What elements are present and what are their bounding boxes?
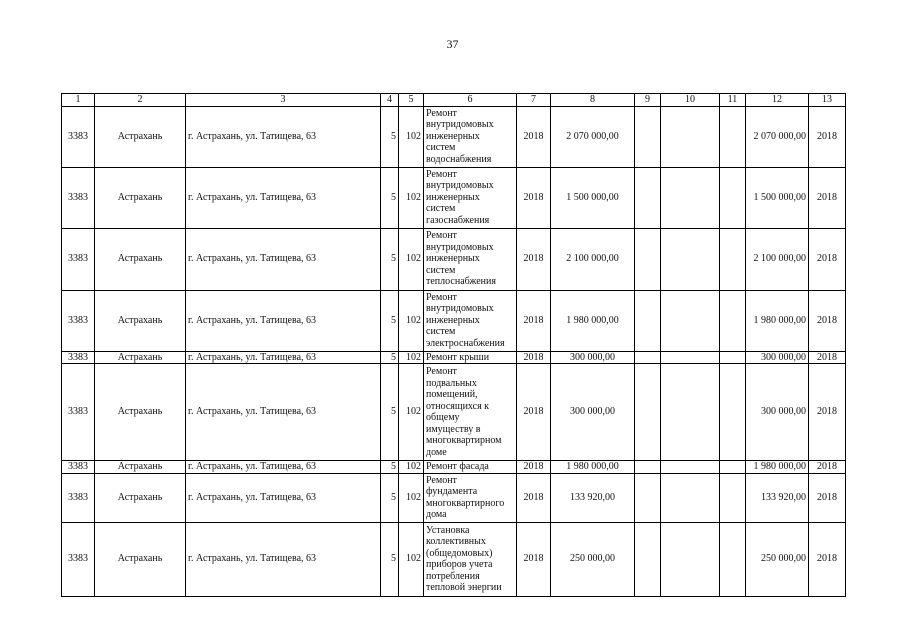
total-cell: 1 980 000,00 <box>746 290 809 351</box>
year-cell: 2018 <box>517 364 551 461</box>
col10-cell <box>661 106 720 167</box>
row-number-cell: 3383 <box>62 228 95 290</box>
city-cell: Астрахань <box>95 461 186 474</box>
col9-cell <box>635 522 661 596</box>
col9-cell <box>635 106 661 167</box>
table-row <box>62 106 846 167</box>
table-row <box>62 522 846 596</box>
col4-cell: 5 <box>381 473 399 522</box>
work-type-line: систем <box>426 326 456 338</box>
work-type-line: Ремонт <box>426 474 457 486</box>
col9-cell <box>635 461 661 474</box>
row-number-cell: 3383 <box>62 351 95 364</box>
col9-cell <box>635 364 661 461</box>
cost-cell: 2 100 000,00 <box>551 228 635 290</box>
col10-cell <box>661 364 720 461</box>
col5-cell: 102 <box>399 167 424 228</box>
column-header: 2 <box>95 94 186 107</box>
work-type-line: дома <box>426 509 447 520</box>
col11-cell <box>720 461 746 474</box>
col4-cell: 5 <box>381 364 399 461</box>
repair-schedule-table <box>61 93 846 597</box>
city-cell: Астрахань <box>95 364 186 461</box>
col11-cell <box>720 167 746 228</box>
work-type-line: инженерных <box>426 253 480 265</box>
col10-cell <box>661 351 720 364</box>
city-cell: Астрахань <box>95 290 186 351</box>
year-end-cell: 2018 <box>809 167 846 228</box>
column-header: 13 <box>809 94 846 107</box>
year-cell: 2018 <box>517 461 551 474</box>
col5-cell: 102 <box>399 290 424 351</box>
year-cell: 2018 <box>517 351 551 364</box>
work-type-line: доме <box>426 446 447 458</box>
col4-cell: 5 <box>381 351 399 364</box>
table-row <box>62 167 846 228</box>
work-type-cell <box>424 351 517 364</box>
col9-cell <box>635 473 661 522</box>
cost-cell: 300 000,00 <box>551 364 635 461</box>
work-type-line: фундамента <box>426 486 478 497</box>
column-header: 6 <box>424 94 517 107</box>
col5-cell: 102 <box>399 461 424 474</box>
year-cell: 2018 <box>517 473 551 522</box>
column-header: 9 <box>635 94 661 107</box>
row-number-cell: 3383 <box>62 461 95 474</box>
col10-cell <box>661 522 720 596</box>
city-cell: Астрахань <box>95 351 186 364</box>
year-end-cell: 2018 <box>809 106 846 167</box>
address-cell: г. Астрахань, ул. Татищева, 63 <box>186 290 381 351</box>
work-type-line: многоквартирного <box>426 497 505 509</box>
total-cell: 300 000,00 <box>746 364 809 461</box>
col10-cell <box>661 461 720 474</box>
work-type-line: подвальных <box>426 377 477 389</box>
work-type-line: потребления <box>426 570 480 582</box>
col5-cell: 102 <box>399 228 424 290</box>
cost-cell: 1 500 000,00 <box>551 167 635 228</box>
year-cell: 2018 <box>517 290 551 351</box>
column-header: 7 <box>517 94 551 107</box>
work-type-line: многоквартирном <box>426 435 502 446</box>
col11-cell <box>720 364 746 461</box>
col11-cell <box>720 228 746 290</box>
work-type-line: систем <box>426 203 456 215</box>
row-number-cell: 3383 <box>62 473 95 522</box>
work-type-cell <box>424 167 517 228</box>
city-cell: Астрахань <box>95 228 186 290</box>
col11-cell <box>720 522 746 596</box>
year-end-cell: 2018 <box>809 351 846 364</box>
row-number-cell: 3383 <box>62 290 95 351</box>
work-type-cell <box>424 522 517 596</box>
work-type-line: Ремонт <box>426 168 457 180</box>
col11-cell <box>720 290 746 351</box>
work-type-line: теплоснабжения <box>426 276 496 288</box>
city-cell: Астрахань <box>95 473 186 522</box>
year-end-cell: 2018 <box>809 228 846 290</box>
year-end-cell: 2018 <box>809 364 846 461</box>
work-type-line: Ремонт <box>426 291 457 303</box>
work-type-cell <box>424 290 517 351</box>
cost-cell: 1 980 000,00 <box>551 290 635 351</box>
work-type-line: Ремонт крыши <box>426 351 490 363</box>
cost-cell: 250 000,00 <box>551 522 635 596</box>
row-number-cell: 3383 <box>62 106 95 167</box>
work-type-line: внутридомовых <box>426 119 494 131</box>
city-cell: Астрахань <box>95 106 186 167</box>
work-type-line: систем <box>426 264 456 276</box>
year-end-cell: 2018 <box>809 461 846 474</box>
address-cell: г. Астрахань, ул. Татищева, 63 <box>186 473 381 522</box>
work-type-line: внутридомовых <box>426 180 494 192</box>
work-type-line: относящихся к <box>426 400 490 412</box>
address-cell: г. Астрахань, ул. Татищева, 63 <box>186 522 381 596</box>
work-type-line: тепловой энергии <box>426 582 502 593</box>
address-cell: г. Астрахань, ул. Татищева, 63 <box>186 461 381 474</box>
work-type-cell <box>424 473 517 522</box>
work-type-cell <box>424 106 517 167</box>
work-type-line: водоснабжения <box>426 153 492 165</box>
work-type-line: электроснабжения <box>426 337 505 349</box>
work-type-line: Ремонт фасада <box>426 461 489 472</box>
work-type-line: приборов учета <box>426 559 493 570</box>
total-cell: 1 980 000,00 <box>746 461 809 474</box>
total-cell: 250 000,00 <box>746 522 809 596</box>
work-type-line: систем <box>426 142 456 154</box>
address-cell: г. Астрахань, ул. Татищева, 63 <box>186 364 381 461</box>
work-type-cell <box>424 461 517 474</box>
total-cell: 2 100 000,00 <box>746 228 809 290</box>
col4-cell: 5 <box>381 228 399 290</box>
work-type-line: имуществу в <box>426 423 481 435</box>
column-header: 5 <box>399 94 424 107</box>
year-cell: 2018 <box>517 228 551 290</box>
work-type-line: Ремонт <box>426 366 457 377</box>
year-cell: 2018 <box>517 106 551 167</box>
total-cell: 1 500 000,00 <box>746 167 809 228</box>
cost-cell: 300 000,00 <box>551 351 635 364</box>
col10-cell <box>661 228 720 290</box>
col9-cell <box>635 167 661 228</box>
work-type-line: внутридомовых <box>426 303 494 315</box>
work-type-line: инженерных <box>426 130 480 142</box>
col10-cell <box>661 167 720 228</box>
work-type-line: общему <box>426 412 460 423</box>
row-number-cell: 3383 <box>62 364 95 461</box>
column-header: 4 <box>381 94 399 107</box>
col5-cell: 102 <box>399 106 424 167</box>
cost-cell: 133 920,00 <box>551 473 635 522</box>
column-header: 3 <box>186 94 381 107</box>
table-row <box>62 461 846 474</box>
total-cell: 2 070 000,00 <box>746 106 809 167</box>
work-type-line: газоснабжения <box>426 214 490 226</box>
work-type-line: Ремонт <box>426 107 457 119</box>
col10-cell <box>661 290 720 351</box>
work-type-cell <box>424 228 517 290</box>
col11-cell <box>720 106 746 167</box>
address-cell: г. Астрахань, ул. Татищева, 63 <box>186 106 381 167</box>
work-type-line: (общедомовых) <box>426 547 493 559</box>
page-number: 37 <box>446 37 459 51</box>
total-cell: 133 920,00 <box>746 473 809 522</box>
col4-cell: 5 <box>381 522 399 596</box>
city-cell: Астрахань <box>95 522 186 596</box>
work-type-line: внутридомовых <box>426 241 494 253</box>
column-header: 1 <box>62 94 95 107</box>
row-number-cell: 3383 <box>62 167 95 228</box>
col11-cell <box>720 351 746 364</box>
cost-cell: 1 980 000,00 <box>551 461 635 474</box>
work-type-line: инженерных <box>426 314 480 326</box>
work-type-line: Ремонт <box>426 230 457 242</box>
col4-cell: 5 <box>381 290 399 351</box>
city-cell: Астрахань <box>95 167 186 228</box>
column-header: 12 <box>746 94 809 107</box>
col9-cell <box>635 290 661 351</box>
address-cell: г. Астрахань, ул. Татищева, 63 <box>186 228 381 290</box>
address-cell: г. Астрахань, ул. Татищева, 63 <box>186 167 381 228</box>
table-row <box>62 290 846 351</box>
column-header: 10 <box>661 94 720 107</box>
year-end-cell: 2018 <box>809 522 846 596</box>
year-end-cell: 2018 <box>809 290 846 351</box>
column-header: 8 <box>551 94 635 107</box>
column-header: 11 <box>720 94 746 107</box>
work-type-line: Установка <box>426 524 470 536</box>
table-row <box>62 364 846 461</box>
work-type-line: коллективных <box>426 536 486 547</box>
col9-cell <box>635 228 661 290</box>
work-type-line: инженерных <box>426 191 480 203</box>
year-cell: 2018 <box>517 167 551 228</box>
year-end-cell: 2018 <box>809 473 846 522</box>
col9-cell <box>635 351 661 364</box>
row-number-cell: 3383 <box>62 522 95 596</box>
col5-cell: 102 <box>399 473 424 522</box>
column-number-row <box>62 94 846 107</box>
address-cell: г. Астрахань, ул. Татищева, 63 <box>186 351 381 364</box>
col4-cell: 5 <box>381 167 399 228</box>
col5-cell: 102 <box>399 522 424 596</box>
table-row <box>62 473 846 522</box>
col4-cell: 5 <box>381 461 399 474</box>
col10-cell <box>661 473 720 522</box>
year-cell: 2018 <box>517 522 551 596</box>
table-row <box>62 351 846 364</box>
total-cell: 300 000,00 <box>746 351 809 364</box>
cost-cell: 2 070 000,00 <box>551 106 635 167</box>
col5-cell: 102 <box>399 364 424 461</box>
work-type-cell <box>424 364 517 461</box>
work-type-line: помещений, <box>426 389 478 400</box>
col11-cell <box>720 473 746 522</box>
table-row <box>62 228 846 290</box>
col5-cell: 102 <box>399 351 424 364</box>
col4-cell: 5 <box>381 106 399 167</box>
